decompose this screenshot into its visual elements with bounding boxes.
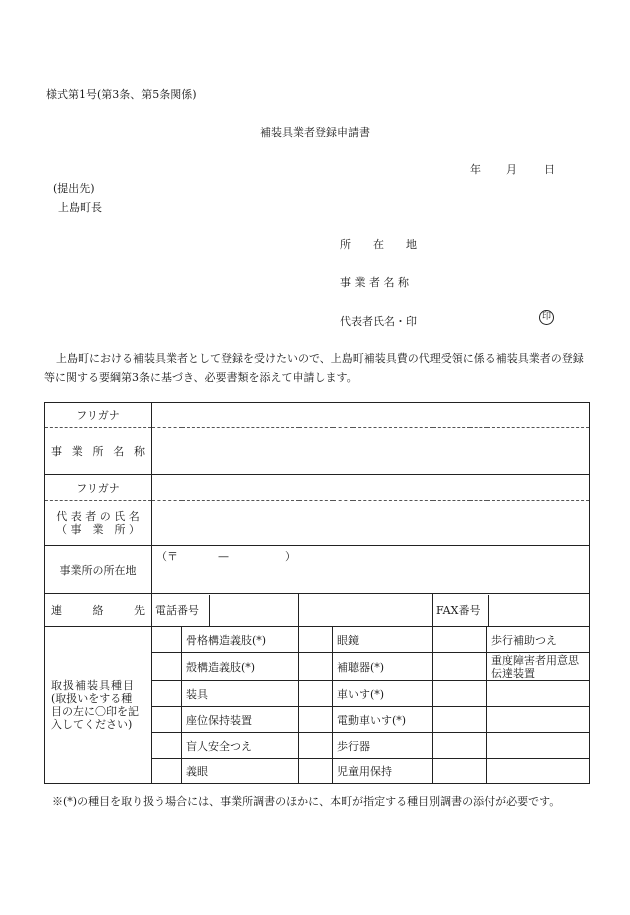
type-checkbox[interactable] — [299, 759, 333, 784]
date-day: 日 — [544, 163, 555, 176]
equipment-types-label-line4: 入してください) — [51, 718, 133, 731]
type-checkbox[interactable] — [152, 653, 182, 681]
date-line — [470, 161, 570, 177]
equipment-types-label-line2: (取扱いをする種 — [51, 692, 133, 705]
office-name-field[interactable] — [152, 428, 590, 475]
type-item: 骨格構造義肢(*) — [182, 627, 299, 653]
type-checkbox[interactable] — [433, 759, 487, 784]
type-item: 装具 — [182, 681, 299, 707]
postal-open: （〒 — [156, 550, 178, 563]
type-item: 盲人安全つえ — [182, 733, 299, 759]
application-statement: 上島町における補装具業者として登録を受けたいので、上島町補装具費の代理受領に係る補装具業者の登録等に関する要綱第3条に基づき、必要書類を添えて申請します。 — [44, 352, 584, 384]
type-checkbox[interactable] — [152, 707, 182, 733]
type-item — [487, 733, 590, 759]
type-checkbox[interactable] — [433, 681, 487, 707]
applicant-address-label: 所 在 地 — [340, 238, 417, 251]
type-item: 座位保持装置 — [182, 707, 299, 733]
type-item: 殻構造義肢(*) — [182, 653, 299, 681]
submit-to-recipient: 上島町長 — [58, 201, 102, 214]
footnote: ※(*)の種目を取り扱う場合には、事業所調書のほかに、本町が指定する種目別調書の添付が必要です。 — [52, 795, 561, 808]
type-checkbox[interactable] — [299, 653, 333, 681]
type-checkbox[interactable] — [433, 627, 487, 653]
representative-name-label-line1: 代 表 者 の 氏 名 — [56, 510, 140, 523]
document-title: 補装具業者登録申請書 — [260, 126, 370, 139]
fax-cell — [433, 594, 590, 627]
type-checkbox[interactable] — [433, 707, 487, 733]
type-checkbox[interactable] — [299, 627, 333, 653]
type-checkbox[interactable] — [299, 733, 333, 759]
type-checkbox[interactable] — [299, 681, 333, 707]
equipment-types-label-line3: 目の左に〇印を記 — [51, 705, 139, 718]
office-name-label: 事 業 所 名 称 — [45, 428, 152, 475]
type-item: 義眼 — [182, 759, 299, 784]
applicant-representative-label: 代表者氏名・印 — [340, 315, 417, 328]
date-year: 年 — [470, 163, 481, 176]
phone-label-text: 電話番号 — [155, 604, 199, 617]
postal-dash: — — [218, 550, 229, 563]
type-item: 児童用保持 — [333, 759, 433, 784]
type-item: 車いす(*) — [333, 681, 433, 707]
representative-furigana-field[interactable] — [152, 475, 590, 501]
type-checkbox[interactable] — [433, 653, 487, 681]
furigana-label: フリガナ — [45, 475, 152, 501]
phone-field[interactable] — [209, 595, 298, 626]
type-checkbox[interactable] — [299, 707, 333, 733]
postal-close: ） — [285, 550, 296, 563]
type-item: 歩行器 — [333, 733, 433, 759]
type-item: 歩行補助つえ — [487, 627, 590, 653]
phone-label — [152, 594, 299, 627]
type-item: 重度障害者用意思伝達装置 — [487, 653, 590, 681]
type-item — [487, 759, 590, 784]
application-form-table — [44, 402, 590, 784]
phone-field-extension[interactable] — [299, 594, 433, 627]
representative-name-field[interactable] — [152, 501, 590, 546]
type-item: 眼鏡 — [333, 627, 433, 653]
date-month: 月 — [506, 163, 517, 176]
form-number: 様式第1号(第3条、第5条関係) — [46, 88, 197, 101]
applicant-name-label: 事 業 者 名 称 — [340, 276, 409, 289]
fax-field[interactable] — [488, 595, 589, 626]
equipment-types-label-line1: 取扱補装具種目 — [51, 679, 135, 692]
seal-mark: 印 — [539, 310, 554, 325]
representative-name-label-line2: （ 事 業 所 ） — [56, 523, 140, 536]
type-item — [487, 707, 590, 733]
equipment-types-label — [45, 627, 152, 784]
contact-label: 連 絡 先 — [45, 594, 152, 627]
type-checkbox[interactable] — [152, 733, 182, 759]
furigana-label: フリガナ — [45, 403, 152, 428]
type-checkbox[interactable] — [152, 681, 182, 707]
type-checkbox[interactable] — [433, 733, 487, 759]
type-item — [487, 681, 590, 707]
type-item: 電動車いす(*) — [333, 707, 433, 733]
type-item: 補聴器(*) — [333, 653, 433, 681]
office-address-field[interactable] — [152, 546, 590, 594]
office-address-label: 事業所の所在地 — [45, 546, 152, 594]
fax-label-text: FAX番号 — [436, 604, 481, 617]
office-furigana-field[interactable] — [152, 403, 590, 428]
type-checkbox[interactable] — [152, 627, 182, 653]
representative-name-label — [45, 501, 152, 546]
submit-to-label: (提出先) — [53, 182, 95, 195]
type-checkbox[interactable] — [152, 759, 182, 784]
